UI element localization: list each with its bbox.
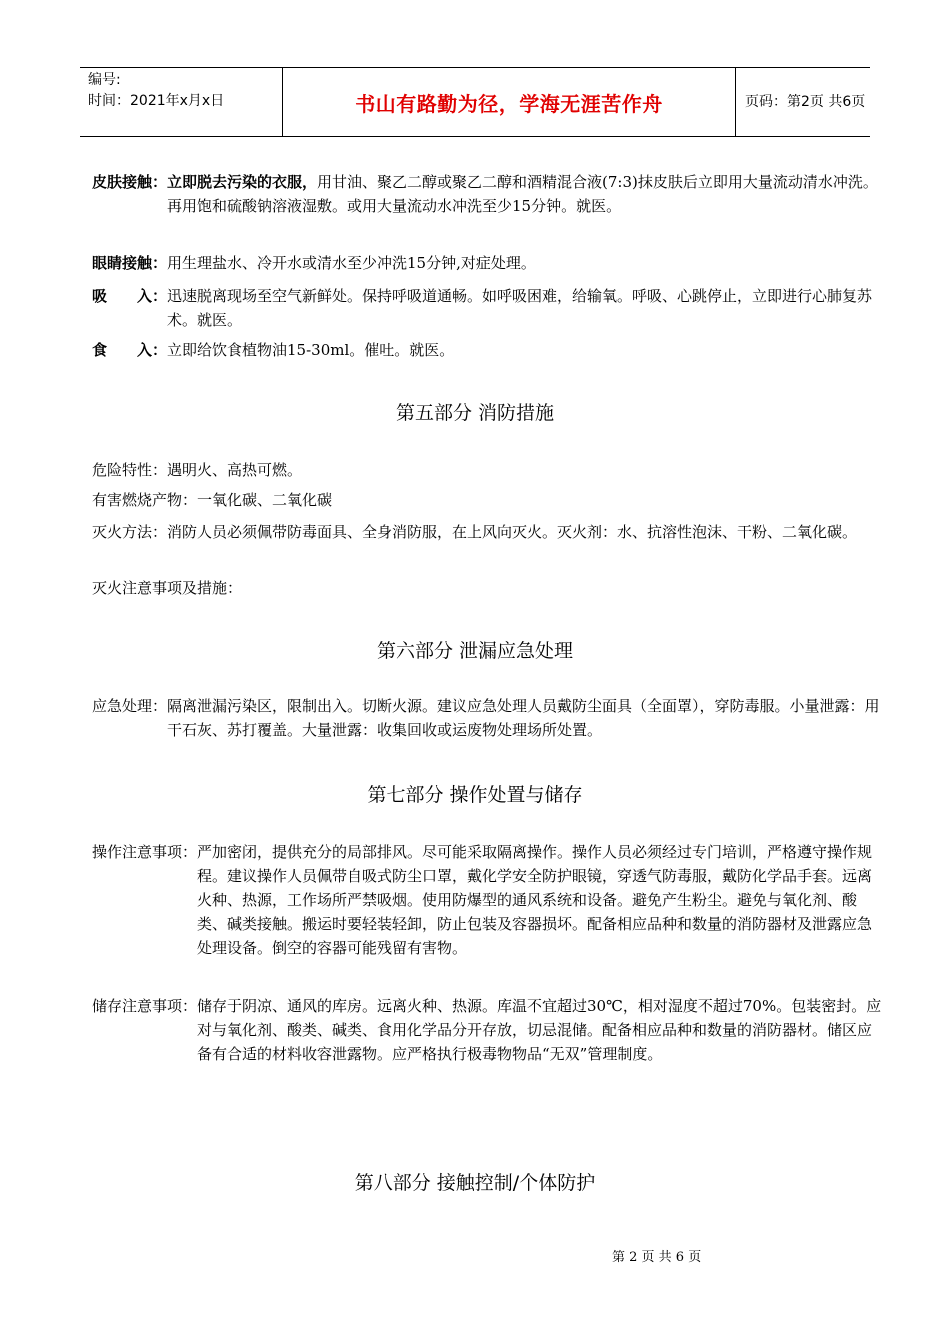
skin-label: 皮肤接触： <box>92 173 168 191</box>
notes-label: 灭火注意事项及措施： <box>92 579 243 597</box>
eye-contact-row <box>92 251 882 275</box>
storage-row <box>92 994 882 1066</box>
emergency-row <box>92 694 882 742</box>
emergency-label: 应急处理： <box>92 697 168 715</box>
ingest-text: 立即给饮食植物油15-30ml。催吐。就医。 <box>167 341 455 359</box>
operation-label: 操作注意事项： <box>92 843 198 861</box>
notes-row <box>92 576 882 600</box>
time-label: 时间：2021年x月x日 <box>88 93 225 109</box>
section6-title: 第六部分 泄漏应急处理 <box>376 640 574 662</box>
operation-row <box>92 840 882 960</box>
header-right-cell <box>735 68 870 136</box>
header-table <box>80 67 870 137</box>
method-row <box>92 520 882 544</box>
skin-contact-row <box>92 170 882 218</box>
eye-text: 用生理盐水、冷开水或清水至少冲洗15分钟,对症处理。 <box>167 254 536 272</box>
operation-text: 严加密闭，提供充分的局部排风。尽可能采取隔离操作。操作人员必须经过专门培训，严格遵守操作规程。建议操作人员佩带自吸式防尘口罩，戴化学安全防护眼镜，穿透气防毒服，戴防化学品手套。远离火种、热源，工作场所严禁吸烟。使用防爆型的通风系统和设备。避免产生粉尘。避免与氧化剂、酸类、碱类接触。搬运时要轻装轻卸，防止包装及容器损坏。配备相应品种和数量的消防器材及泄露应急处理设备。倒空的容器可能残留有害物。 <box>197 843 873 957</box>
hazard-label: 危险特性： <box>92 461 168 479</box>
hazard-row <box>92 458 882 482</box>
method-text: 消防人员必须佩带防毒面具、全身消防服，在上风向灭火。灭火剂：水、抗溶性泡沫、干粉、二氧化碳。 <box>167 523 858 541</box>
ingestion-row <box>92 338 882 362</box>
header-center-cell <box>282 68 736 136</box>
skin-bold-text: 立即脱去污染的衣服， <box>167 173 318 191</box>
combustion-label: 有害燃烧产物： <box>92 491 198 509</box>
combustion-text: 一氧化碳、二氧化碳 <box>197 491 333 509</box>
section5-title: 第五部分 消防措施 <box>395 402 555 424</box>
footer-page-number: 第 2 页 共 6 页 <box>612 1250 702 1265</box>
hazard-text: 遇明火、高热可燃。 <box>167 461 303 479</box>
combustion-row <box>92 488 882 512</box>
section7-title: 第七部分 操作处置与储存 <box>367 784 583 806</box>
section8-title: 第八部分 接触控制/个体防护 <box>354 1172 596 1194</box>
emergency-text: 隔离泄漏污染区，限制出入。切断火源。建议应急处理人员戴防尘面具（全面罩），穿防毒服。小量泄露：用干石灰、苏打覆盖。大量泄露：收集回收或运废物处理场所处置。 <box>167 697 880 739</box>
eye-label: 眼睛接触： <box>92 254 168 272</box>
inhalation-row <box>92 284 882 332</box>
inhale-text: 迅速脱离现场至空气新鲜处。保持呼吸道通畅。如呼吸困难，给输氧。呼吸、心跳停止，立即进行心肺复苏术。就医。 <box>167 287 873 329</box>
page-info: 页码：第2页 共6页 <box>745 94 866 110</box>
ingest-label: 食 入： <box>92 341 168 359</box>
method-label: 灭火方法： <box>92 523 168 541</box>
storage-text: 储存于阴凉、通风的库房。远离火种、热源。库温不宜超过30℃，相对湿度不超过70%。包装密封。应对与氧化剂、酸类、碱类、食用化学品分开存放，切忌混储。配备相应品种和数量的消防器材。储区应备有合适的材料收容泄露物。应严格执行极毒物物品“无双”管理制度。 <box>197 997 882 1063</box>
skin-text <box>167 170 882 218</box>
code-label: 编号: <box>88 72 121 88</box>
storage-label: 储存注意事项： <box>92 997 198 1015</box>
header-left-cell <box>80 68 282 136</box>
motto-text: 书山有路勤为径，学海无涯苦作舟 <box>355 91 663 116</box>
inhale-label: 吸 入： <box>92 287 168 305</box>
skin-rest-text: 用甘油、聚乙二醇或聚乙二醇和酒精混合液(7:3)抹皮肤后立即用大量流动清水冲洗。再用饱和硫酸钠溶液湿敷。或用大量流动水冲洗至少15分钟。就医。 <box>167 173 878 215</box>
